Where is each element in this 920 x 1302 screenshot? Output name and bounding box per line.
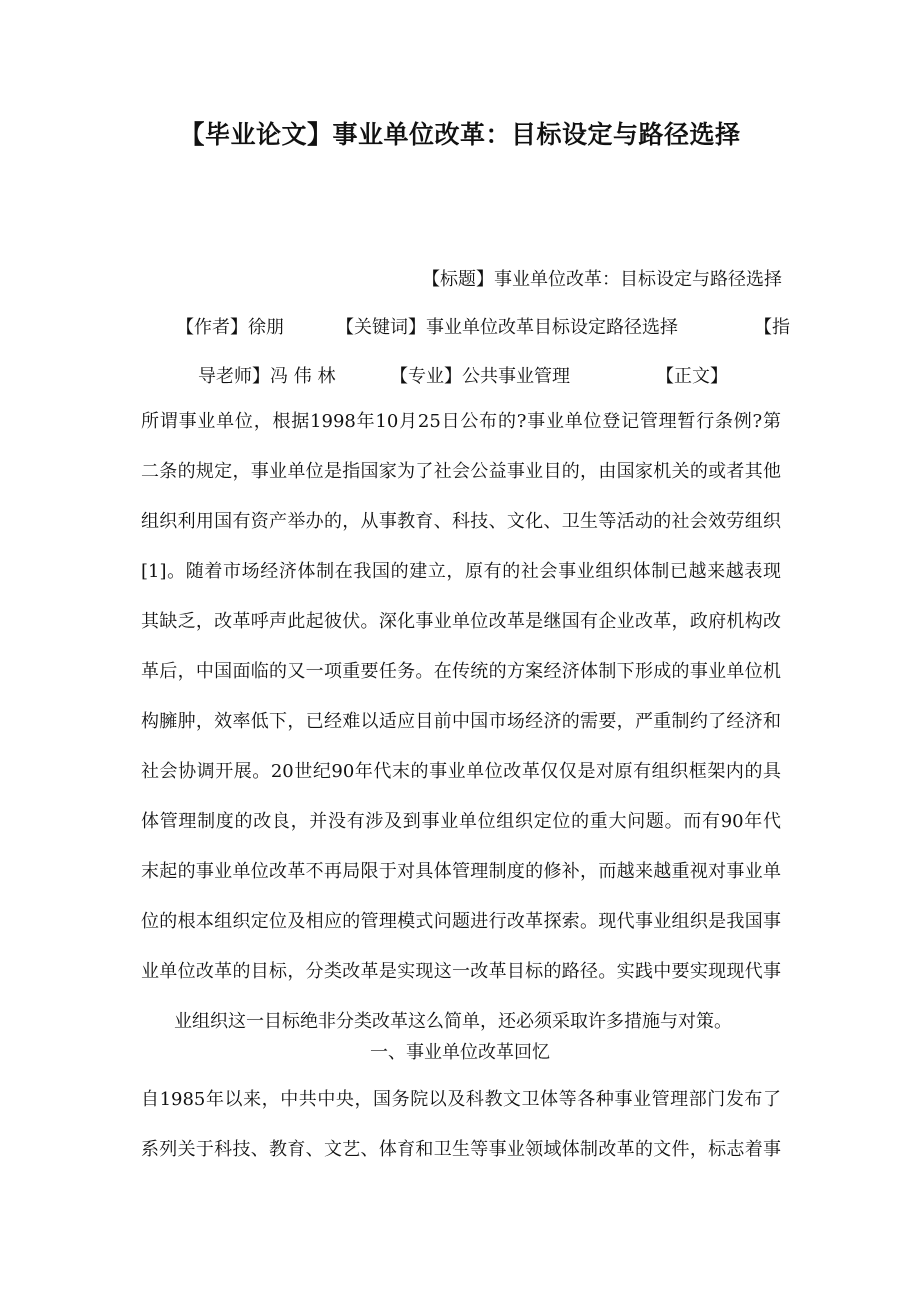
- paragraph-line: 其缺乏，改革呼声此起彼伏。深化事业单位改革是继国有企业改革，政府机构改: [141, 611, 781, 632]
- paragraph-intro: [141, 408, 781, 1058]
- section-heading: 一、事业单位改革回忆: [370, 1042, 550, 1063]
- paragraph-line: 业组织这一目标绝非分类改革这么简单，还必须采取许多措施与对策。: [174, 1011, 732, 1032]
- meta-author: 【作者】徐朋: [176, 317, 284, 338]
- paragraph-line: 业单位改革的目标，分类改革是实现这一改革目标的路径。实践中要实现现代事: [141, 961, 781, 982]
- document-title: 【毕业论文】事业单位改革：目标设定与路径选择: [179, 120, 741, 149]
- paragraph-line: 末起的事业单位改革不再局限于对具体管理制度的修补，而越来越重视对事业单: [141, 861, 781, 882]
- paragraph-line: 系列关于科技、教育、文艺、体育和卫生等事业领域体制改革的文件，标志着事: [141, 1139, 781, 1160]
- paragraph-line: 构臃肿，效率低下，已经难以适应目前中国市场经济的需要，严重制约了经济和: [141, 711, 781, 732]
- meta-title-line: 【标题】事业单位改革：目标设定与路径选择: [422, 269, 782, 290]
- paragraph-line: 所谓事业单位，根据1998年10月25日公布的?事业单位登记管理暂行条例?第: [141, 411, 781, 432]
- paragraph-line: 二条的规定，事业单位是指国家为了社会公益事业目的，由国家机关的或者其他: [141, 461, 781, 482]
- paragraph-line: 社会协调开展。20世纪90年代末的事业单位改革仅仅是对原有组织框架内的具: [141, 761, 781, 782]
- paragraph-line: 体管理制度的改良，并没有涉及到事业单位组织定位的重大问题。而有90年代: [141, 811, 781, 832]
- paragraph-line: 组织利用国有资产举办的，从事教育、科技、文化、卫生等活动的社会效劳组织: [141, 511, 781, 532]
- paragraph-line: 自1985年以来，中共中央，国务院以及科教文卫体等各种事业管理部门发布了: [141, 1089, 781, 1110]
- meta-keywords: 【关键词】事业单位改革目标设定路径选择: [336, 317, 678, 338]
- paragraph-section-1: [141, 1086, 781, 1186]
- meta-advisor: 导老师】冯 伟 林: [198, 366, 336, 387]
- paragraph-line: [1]。随着市场经济体制在我国的建立，原有的社会事业组织体制已越来越表现: [141, 561, 781, 582]
- meta-advisor-head: 【指: [754, 317, 790, 338]
- paragraph-line: 革后，中国面临的又一项重要任务。在传统的方案经济体制下形成的事业单位机: [141, 661, 781, 682]
- meta-major: 【专业】公共事业管理: [390, 366, 570, 387]
- meta-body-label: 【正文】: [656, 366, 728, 387]
- paragraph-line: 位的根本组织定位及相应的管理模式问题进行改革探索。现代事业组织是我国事: [141, 911, 781, 932]
